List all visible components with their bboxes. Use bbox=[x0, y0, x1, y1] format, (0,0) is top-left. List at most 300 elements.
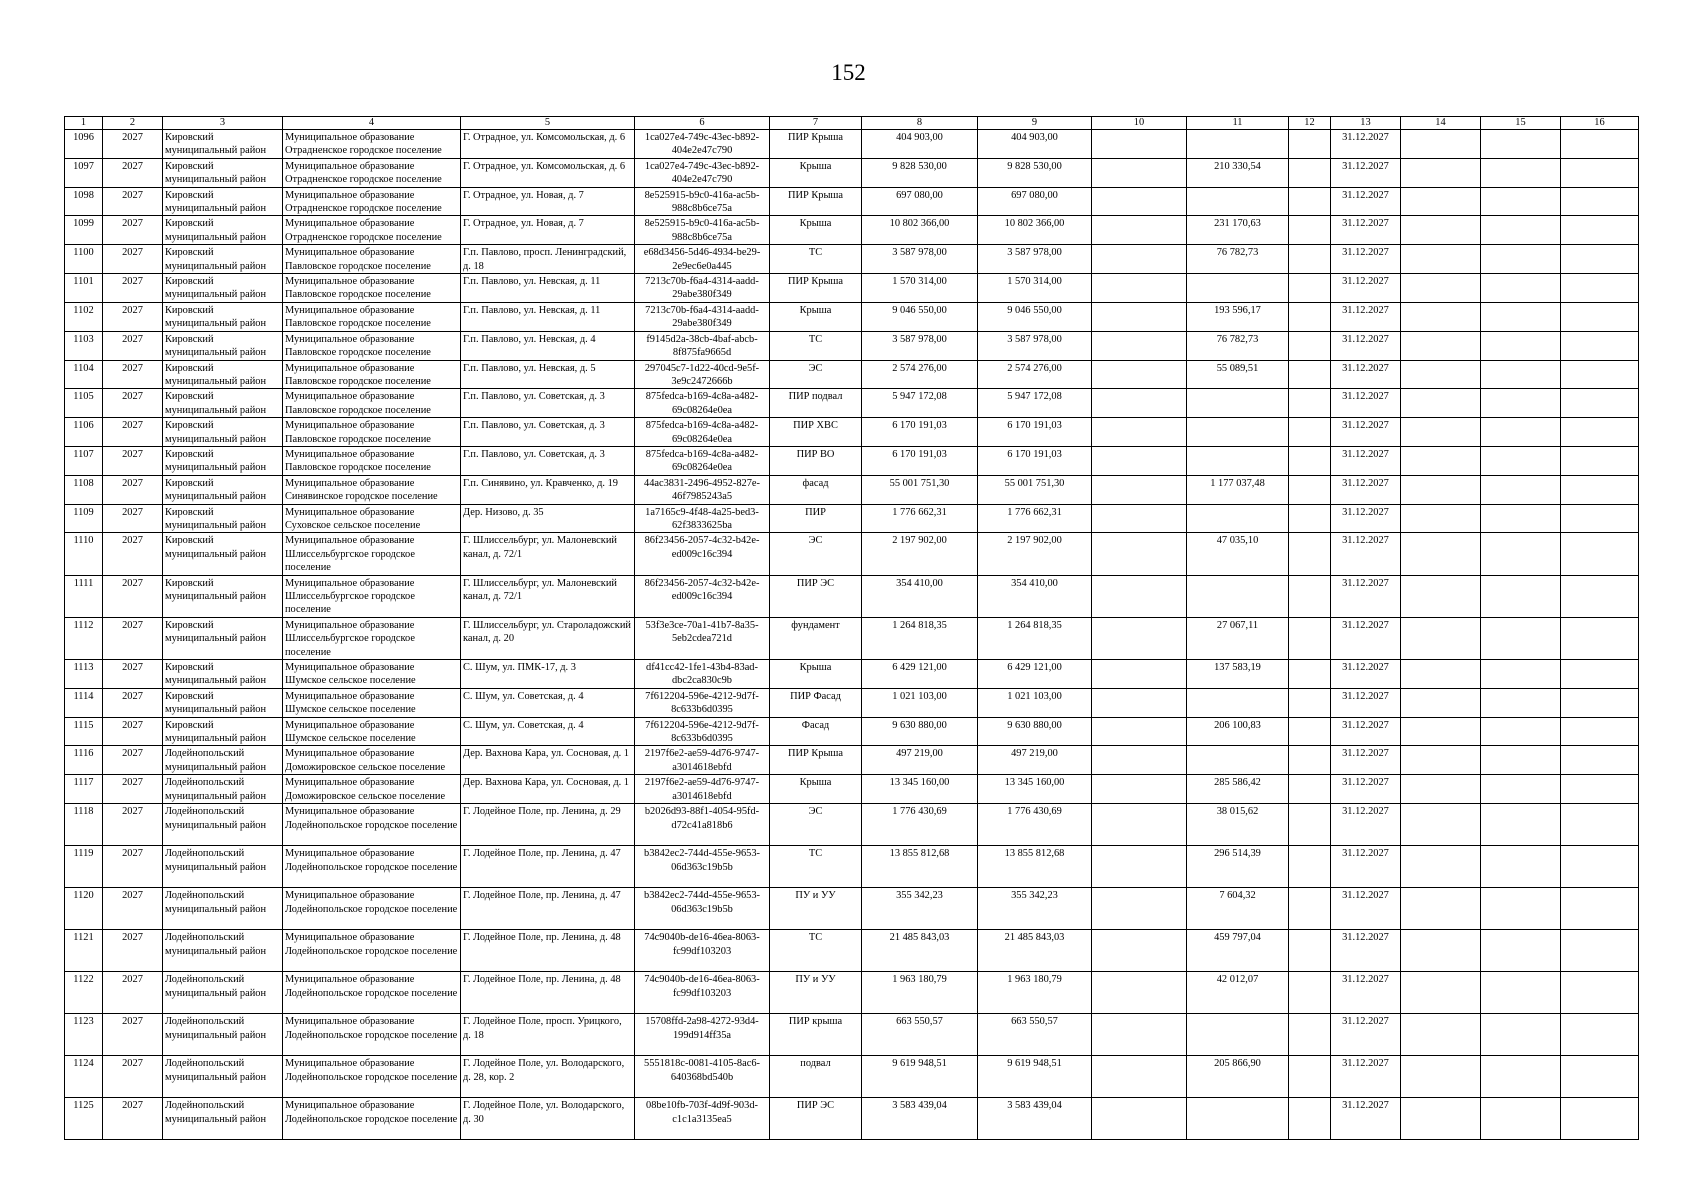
cell-col-16 bbox=[1561, 504, 1639, 533]
cell-col-15 bbox=[1481, 331, 1561, 360]
cell-deadline: 31.12.2027 bbox=[1331, 245, 1401, 274]
cell-district: Кировский муниципальный район bbox=[163, 274, 283, 303]
cell-house-guid: 86f23456-2057-4c32-b42e-ed009c16c394 bbox=[635, 575, 770, 617]
cell-address: Г. Шлиссельбург, ул. Малоневский канал, д. 72/1 bbox=[461, 575, 635, 617]
cell-col-11: 296 514,39 bbox=[1187, 846, 1289, 888]
cell-col-10 bbox=[1092, 846, 1187, 888]
table-row bbox=[65, 575, 1639, 617]
cell-house-guid: 297045c7-1d22-40cd-9e5f-3e9c2472666b bbox=[635, 360, 770, 389]
cell-col-15 bbox=[1481, 446, 1561, 475]
cell-house-guid: 86f23456-2057-4c32-b42e-ed009c16c394 bbox=[635, 533, 770, 575]
column-header-8: 8 bbox=[862, 117, 978, 130]
cell-address: Г. Лодейное Поле, ул. Володарского, д. 28, кор. 2 bbox=[461, 1056, 635, 1098]
cell-municipality: Муниципальное образование Отрадненское городское поселение bbox=[283, 130, 461, 159]
cell-cost-total: 355 342,23 bbox=[862, 888, 978, 930]
cell-col-16 bbox=[1561, 972, 1639, 1014]
cell-district: Лодейнопольский муниципальный район bbox=[163, 775, 283, 804]
cell-district: Лодейнопольский муниципальный район bbox=[163, 1056, 283, 1098]
cell-col-14 bbox=[1401, 216, 1481, 245]
cell-row-number: 1099 bbox=[65, 216, 103, 245]
cell-district: Кировский муниципальный район bbox=[163, 158, 283, 187]
cell-cost-regional: 5 947 172,08 bbox=[978, 389, 1092, 418]
column-header-6: 6 bbox=[635, 117, 770, 130]
cell-house-guid: 1a7165c9-4f48-4a25-bed3-62f3833625ba bbox=[635, 504, 770, 533]
cell-address: Г.п. Павлово, ул. Советская, д. 3 bbox=[461, 389, 635, 418]
cell-house-guid: 5551818c-0081-4105-8ac6-640368bd540b bbox=[635, 1056, 770, 1098]
cell-work-type: фундамент bbox=[770, 617, 862, 659]
cell-col-15 bbox=[1481, 216, 1561, 245]
cell-col-15 bbox=[1481, 533, 1561, 575]
table-header bbox=[65, 117, 1639, 130]
cell-municipality: Муниципальное образование Синявинское городское поселение bbox=[283, 475, 461, 504]
cell-district: Кировский муниципальный район bbox=[163, 504, 283, 533]
cell-address: Г. Шлиссельбург, ул. Малоневский канал, д. 72/1 bbox=[461, 533, 635, 575]
cell-col-12 bbox=[1289, 302, 1331, 331]
cell-col-16 bbox=[1561, 245, 1639, 274]
cell-cost-regional: 2 574 276,00 bbox=[978, 360, 1092, 389]
cell-work-type: ПУ и УУ bbox=[770, 888, 862, 930]
cell-col-16 bbox=[1561, 1014, 1639, 1056]
cell-col-11: 285 586,42 bbox=[1187, 775, 1289, 804]
cell-col-16 bbox=[1561, 746, 1639, 775]
cell-municipality: Муниципальное образование Павловское городское поселение bbox=[283, 446, 461, 475]
cell-cost-regional: 697 080,00 bbox=[978, 187, 1092, 216]
cell-cost-total: 1 021 103,00 bbox=[862, 688, 978, 717]
cell-col-14 bbox=[1401, 274, 1481, 303]
cell-col-12 bbox=[1289, 216, 1331, 245]
cell-col-14 bbox=[1401, 187, 1481, 216]
cell-col-16 bbox=[1561, 617, 1639, 659]
cell-col-11 bbox=[1187, 575, 1289, 617]
table-row bbox=[65, 846, 1639, 888]
cell-col-15 bbox=[1481, 187, 1561, 216]
cell-col-11: 210 330,54 bbox=[1187, 158, 1289, 187]
cell-cost-total: 1 264 818,35 bbox=[862, 617, 978, 659]
cell-cost-regional: 1 963 180,79 bbox=[978, 972, 1092, 1014]
cell-deadline: 31.12.2027 bbox=[1331, 717, 1401, 746]
table-row bbox=[65, 504, 1639, 533]
table-row bbox=[65, 1014, 1639, 1056]
cell-deadline: 31.12.2027 bbox=[1331, 688, 1401, 717]
cell-row-number: 1110 bbox=[65, 533, 103, 575]
table-row bbox=[65, 888, 1639, 930]
cell-cost-regional: 55 001 751,30 bbox=[978, 475, 1092, 504]
cell-work-type: Фасад bbox=[770, 717, 862, 746]
cell-district: Кировский муниципальный район bbox=[163, 617, 283, 659]
cell-deadline: 31.12.2027 bbox=[1331, 1014, 1401, 1056]
column-header-10: 10 bbox=[1092, 117, 1187, 130]
page-number: 152 bbox=[831, 60, 866, 85]
cell-work-type: ПИР ЭС bbox=[770, 1098, 862, 1140]
cell-col-12 bbox=[1289, 746, 1331, 775]
cell-col-12 bbox=[1289, 804, 1331, 846]
cell-house-guid: 1ca027e4-749c-43ec-b892-404e2e47c790 bbox=[635, 130, 770, 159]
cell-col-15 bbox=[1481, 972, 1561, 1014]
table-row bbox=[65, 775, 1639, 804]
cell-col-14 bbox=[1401, 660, 1481, 689]
cell-col-10 bbox=[1092, 187, 1187, 216]
cell-col-10 bbox=[1092, 418, 1187, 447]
column-header-11: 11 bbox=[1187, 117, 1289, 130]
table-row bbox=[65, 1056, 1639, 1098]
cell-year: 2027 bbox=[103, 930, 163, 972]
cell-municipality: Муниципальное образование Отрадненское городское поселение bbox=[283, 187, 461, 216]
cell-cost-total: 2 197 902,00 bbox=[862, 533, 978, 575]
cell-year: 2027 bbox=[103, 1014, 163, 1056]
cell-col-14 bbox=[1401, 130, 1481, 159]
cell-house-guid: 7213c70b-f6a4-4314-aadd-29abe380f349 bbox=[635, 302, 770, 331]
cell-cost-regional: 21 485 843,03 bbox=[978, 930, 1092, 972]
cell-row-number: 1105 bbox=[65, 389, 103, 418]
cell-deadline: 31.12.2027 bbox=[1331, 972, 1401, 1014]
cell-col-10 bbox=[1092, 1056, 1187, 1098]
cell-col-15 bbox=[1481, 418, 1561, 447]
cell-col-11: 231 170,63 bbox=[1187, 216, 1289, 245]
cell-col-10 bbox=[1092, 804, 1187, 846]
cell-col-15 bbox=[1481, 575, 1561, 617]
cell-cost-total: 9 630 880,00 bbox=[862, 717, 978, 746]
table-row bbox=[65, 274, 1639, 303]
table-row bbox=[65, 158, 1639, 187]
cell-col-16 bbox=[1561, 930, 1639, 972]
cell-col-16 bbox=[1561, 804, 1639, 846]
cell-col-10 bbox=[1092, 504, 1187, 533]
cell-year: 2027 bbox=[103, 972, 163, 1014]
column-header-12: 12 bbox=[1289, 117, 1331, 130]
cell-deadline: 31.12.2027 bbox=[1331, 775, 1401, 804]
cell-col-12 bbox=[1289, 930, 1331, 972]
cell-col-11 bbox=[1187, 504, 1289, 533]
column-header-4: 4 bbox=[283, 117, 461, 130]
table-row bbox=[65, 1098, 1639, 1140]
cell-col-11: 76 782,73 bbox=[1187, 331, 1289, 360]
cell-col-10 bbox=[1092, 575, 1187, 617]
cell-work-type: ЭС bbox=[770, 360, 862, 389]
cell-cost-total: 13 345 160,00 bbox=[862, 775, 978, 804]
table-row bbox=[65, 533, 1639, 575]
cell-col-15 bbox=[1481, 930, 1561, 972]
cell-row-number: 1113 bbox=[65, 660, 103, 689]
cell-year: 2027 bbox=[103, 1056, 163, 1098]
cell-cost-regional: 6 170 191,03 bbox=[978, 418, 1092, 447]
cell-col-16 bbox=[1561, 158, 1639, 187]
cell-col-15 bbox=[1481, 846, 1561, 888]
cell-house-guid: df41cc42-1fe1-43b4-83ad-dbc2ca830c9b bbox=[635, 660, 770, 689]
cell-row-number: 1109 bbox=[65, 504, 103, 533]
table-body bbox=[65, 130, 1639, 1140]
cell-address: Г.п. Павлово, ул. Невская, д. 4 bbox=[461, 331, 635, 360]
cell-col-14 bbox=[1401, 1014, 1481, 1056]
cell-cost-regional: 1 776 430,69 bbox=[978, 804, 1092, 846]
cell-year: 2027 bbox=[103, 660, 163, 689]
cell-year: 2027 bbox=[103, 331, 163, 360]
cell-col-16 bbox=[1561, 360, 1639, 389]
cell-municipality: Муниципальное образование Павловское городское поселение bbox=[283, 274, 461, 303]
cell-col-16 bbox=[1561, 533, 1639, 575]
cell-col-12 bbox=[1289, 533, 1331, 575]
cell-house-guid: 08be10fb-703f-4d9f-903d-c1c1a3135ea5 bbox=[635, 1098, 770, 1140]
cell-address: Г.п. Синявино, ул. Кравченко, д. 19 bbox=[461, 475, 635, 504]
cell-col-11: 42 012,07 bbox=[1187, 972, 1289, 1014]
cell-col-12 bbox=[1289, 389, 1331, 418]
cell-col-12 bbox=[1289, 446, 1331, 475]
cell-address: Дер. Вахнова Кара, ул. Сосновая, д. 1 bbox=[461, 746, 635, 775]
cell-col-10 bbox=[1092, 446, 1187, 475]
cell-col-14 bbox=[1401, 418, 1481, 447]
table-row bbox=[65, 475, 1639, 504]
cell-municipality: Муниципальное образование Лодейнопольское городское поселение bbox=[283, 888, 461, 930]
cell-col-12 bbox=[1289, 130, 1331, 159]
cell-col-14 bbox=[1401, 575, 1481, 617]
cell-col-11: 7 604,32 bbox=[1187, 888, 1289, 930]
cell-row-number: 1096 bbox=[65, 130, 103, 159]
cell-col-12 bbox=[1289, 888, 1331, 930]
cell-address: Г. Отрадное, ул. Новая, д. 7 bbox=[461, 187, 635, 216]
cell-district: Лодейнопольский муниципальный район bbox=[163, 1014, 283, 1056]
column-header-1: 1 bbox=[65, 117, 103, 130]
cell-house-guid: b2026d93-88f1-4054-95fd-d72c41a818b6 bbox=[635, 804, 770, 846]
cell-col-11 bbox=[1187, 130, 1289, 159]
cell-cost-regional: 9 046 550,00 bbox=[978, 302, 1092, 331]
cell-col-11: 55 089,51 bbox=[1187, 360, 1289, 389]
cell-deadline: 31.12.2027 bbox=[1331, 846, 1401, 888]
cell-row-number: 1101 bbox=[65, 274, 103, 303]
cell-municipality: Муниципальное образование Павловское городское поселение bbox=[283, 360, 461, 389]
cell-year: 2027 bbox=[103, 846, 163, 888]
cell-address: Г. Отрадное, ул. Новая, д. 7 bbox=[461, 216, 635, 245]
cell-col-11 bbox=[1187, 389, 1289, 418]
cell-district: Кировский муниципальный район bbox=[163, 216, 283, 245]
cell-col-15 bbox=[1481, 158, 1561, 187]
cell-work-type: ТС bbox=[770, 245, 862, 274]
cell-col-14 bbox=[1401, 302, 1481, 331]
cell-col-11: 76 782,73 bbox=[1187, 245, 1289, 274]
cell-work-type: Крыша bbox=[770, 302, 862, 331]
cell-district: Лодейнопольский муниципальный район bbox=[163, 804, 283, 846]
cell-col-11 bbox=[1187, 1098, 1289, 1140]
cell-house-guid: 7213c70b-f6a4-4314-aadd-29abe380f349 bbox=[635, 274, 770, 303]
cell-col-15 bbox=[1481, 274, 1561, 303]
cell-col-10 bbox=[1092, 972, 1187, 1014]
cell-col-11: 459 797,04 bbox=[1187, 930, 1289, 972]
table-row bbox=[65, 930, 1639, 972]
cell-row-number: 1123 bbox=[65, 1014, 103, 1056]
cell-district: Кировский муниципальный район bbox=[163, 360, 283, 389]
cell-district: Кировский муниципальный район bbox=[163, 660, 283, 689]
cell-cost-regional: 3 587 978,00 bbox=[978, 331, 1092, 360]
table-row bbox=[65, 245, 1639, 274]
cell-municipality: Муниципальное образование Лодейнопольское городское поселение bbox=[283, 972, 461, 1014]
cell-col-14 bbox=[1401, 331, 1481, 360]
cell-col-12 bbox=[1289, 418, 1331, 447]
cell-col-14 bbox=[1401, 804, 1481, 846]
cell-col-10 bbox=[1092, 245, 1187, 274]
cell-row-number: 1122 bbox=[65, 972, 103, 1014]
cell-row-number: 1112 bbox=[65, 617, 103, 659]
cell-municipality: Муниципальное образование Суховское сельское поселение bbox=[283, 504, 461, 533]
cell-cost-total: 354 410,00 bbox=[862, 575, 978, 617]
cell-cost-total: 5 947 172,08 bbox=[862, 389, 978, 418]
cell-row-number: 1106 bbox=[65, 418, 103, 447]
cell-cost-total: 3 583 439,04 bbox=[862, 1098, 978, 1140]
cell-municipality: Муниципальное образование Лодейнопольское городское поселение bbox=[283, 930, 461, 972]
cell-address: Г.п. Павлово, ул. Советская, д. 3 bbox=[461, 418, 635, 447]
cell-work-type: Крыша bbox=[770, 660, 862, 689]
cell-cost-total: 1 570 314,00 bbox=[862, 274, 978, 303]
cell-col-16 bbox=[1561, 331, 1639, 360]
cell-work-type: ПИР Крыша bbox=[770, 187, 862, 216]
cell-municipality: Муниципальное образование Павловское городское поселение bbox=[283, 302, 461, 331]
cell-deadline: 31.12.2027 bbox=[1331, 331, 1401, 360]
cell-col-10 bbox=[1092, 389, 1187, 418]
cell-house-guid: b3842ec2-744d-455e-9653-06d363c19b5b bbox=[635, 888, 770, 930]
cell-address: Г.п. Павлово, ул. Невская, д. 5 bbox=[461, 360, 635, 389]
cell-col-11: 205 866,90 bbox=[1187, 1056, 1289, 1098]
cell-col-15 bbox=[1481, 245, 1561, 274]
column-header-15: 15 bbox=[1481, 117, 1561, 130]
cell-cost-regional: 497 219,00 bbox=[978, 746, 1092, 775]
cell-col-15 bbox=[1481, 1056, 1561, 1098]
cell-district: Лодейнопольский муниципальный район bbox=[163, 1098, 283, 1140]
cell-year: 2027 bbox=[103, 475, 163, 504]
cell-col-16 bbox=[1561, 846, 1639, 888]
cell-col-11: 47 035,10 bbox=[1187, 533, 1289, 575]
cell-cost-regional: 9 630 880,00 bbox=[978, 717, 1092, 746]
column-header-3: 3 bbox=[163, 117, 283, 130]
cell-house-guid: 875fedca-b169-4c8a-a482-69c08264e0ea bbox=[635, 418, 770, 447]
cell-district: Лодейнопольский муниципальный район bbox=[163, 746, 283, 775]
cell-col-14 bbox=[1401, 475, 1481, 504]
cell-district: Лодейнопольский муниципальный район bbox=[163, 930, 283, 972]
cell-cost-regional: 1 776 662,31 bbox=[978, 504, 1092, 533]
cell-col-16 bbox=[1561, 688, 1639, 717]
cell-cost-regional: 354 410,00 bbox=[978, 575, 1092, 617]
cell-row-number: 1121 bbox=[65, 930, 103, 972]
cell-house-guid: 1ca027e4-749c-43ec-b892-404e2e47c790 bbox=[635, 158, 770, 187]
cell-district: Кировский муниципальный район bbox=[163, 575, 283, 617]
column-header-5: 5 bbox=[461, 117, 635, 130]
cell-district: Кировский муниципальный район bbox=[163, 475, 283, 504]
cell-district: Кировский муниципальный район bbox=[163, 717, 283, 746]
cell-col-10 bbox=[1092, 660, 1187, 689]
cell-cost-regional: 1 264 818,35 bbox=[978, 617, 1092, 659]
cell-district: Кировский муниципальный район bbox=[163, 533, 283, 575]
cell-col-15 bbox=[1481, 660, 1561, 689]
cell-work-type: ПУ и УУ bbox=[770, 972, 862, 1014]
cell-cost-regional: 3 583 439,04 bbox=[978, 1098, 1092, 1140]
cell-col-12 bbox=[1289, 1098, 1331, 1140]
cell-col-14 bbox=[1401, 717, 1481, 746]
table-row bbox=[65, 746, 1639, 775]
cell-col-14 bbox=[1401, 888, 1481, 930]
cell-address: Г.п. Павлово, ул. Советская, д. 3 bbox=[461, 446, 635, 475]
table-row bbox=[65, 331, 1639, 360]
cell-district: Кировский муниципальный район bbox=[163, 418, 283, 447]
cell-cost-regional: 355 342,23 bbox=[978, 888, 1092, 930]
cell-col-11 bbox=[1187, 746, 1289, 775]
cell-municipality: Муниципальное образование Павловское городское поселение bbox=[283, 418, 461, 447]
cell-work-type: Крыша bbox=[770, 158, 862, 187]
cell-cost-regional: 404 903,00 bbox=[978, 130, 1092, 159]
cell-col-12 bbox=[1289, 504, 1331, 533]
table-row bbox=[65, 717, 1639, 746]
cell-col-16 bbox=[1561, 1056, 1639, 1098]
cell-work-type: ПИР ВО bbox=[770, 446, 862, 475]
column-header-7: 7 bbox=[770, 117, 862, 130]
cell-col-16 bbox=[1561, 187, 1639, 216]
table-row bbox=[65, 972, 1639, 1014]
cell-work-type: фасад bbox=[770, 475, 862, 504]
cell-col-11: 193 596,17 bbox=[1187, 302, 1289, 331]
cell-address: Г. Лодейное Поле, пр. Ленина, д. 29 bbox=[461, 804, 635, 846]
cell-col-15 bbox=[1481, 1014, 1561, 1056]
cell-row-number: 1104 bbox=[65, 360, 103, 389]
cell-deadline: 31.12.2027 bbox=[1331, 660, 1401, 689]
cell-municipality: Муниципальное образование Павловское городское поселение bbox=[283, 331, 461, 360]
cell-cost-regional: 663 550,57 bbox=[978, 1014, 1092, 1056]
cell-municipality: Муниципальное образование Шлиссельбургское городское поселение bbox=[283, 575, 461, 617]
cell-cost-regional: 9 828 530,00 bbox=[978, 158, 1092, 187]
cell-col-14 bbox=[1401, 245, 1481, 274]
cell-col-15 bbox=[1481, 775, 1561, 804]
cell-address: С. Шум, ул. Советская, д. 4 bbox=[461, 717, 635, 746]
cell-deadline: 31.12.2027 bbox=[1331, 888, 1401, 930]
cell-year: 2027 bbox=[103, 688, 163, 717]
cell-year: 2027 bbox=[103, 617, 163, 659]
cell-col-10 bbox=[1092, 475, 1187, 504]
cell-municipality: Муниципальное образование Шумское сельское поселение bbox=[283, 688, 461, 717]
cell-municipality: Муниципальное образование Лодейнопольское городское поселение bbox=[283, 1014, 461, 1056]
cell-deadline: 31.12.2027 bbox=[1331, 1098, 1401, 1140]
cell-col-15 bbox=[1481, 389, 1561, 418]
cell-row-number: 1100 bbox=[65, 245, 103, 274]
cell-col-10 bbox=[1092, 930, 1187, 972]
cell-year: 2027 bbox=[103, 216, 163, 245]
cell-work-type: ПИР подвал bbox=[770, 389, 862, 418]
cell-work-type: ЭС bbox=[770, 804, 862, 846]
table-row bbox=[65, 389, 1639, 418]
cell-col-12 bbox=[1289, 1014, 1331, 1056]
cell-year: 2027 bbox=[103, 446, 163, 475]
cell-house-guid: 2197f6e2-ae59-4d76-9747-a3014618ebfd bbox=[635, 746, 770, 775]
cell-col-10 bbox=[1092, 158, 1187, 187]
cell-address: Г. Лодейное Поле, пр. Ленина, д. 48 bbox=[461, 930, 635, 972]
cell-row-number: 1115 bbox=[65, 717, 103, 746]
cell-col-11: 38 015,62 bbox=[1187, 804, 1289, 846]
table-row bbox=[65, 216, 1639, 245]
cell-col-10 bbox=[1092, 130, 1187, 159]
cell-col-15 bbox=[1481, 888, 1561, 930]
cell-deadline: 31.12.2027 bbox=[1331, 418, 1401, 447]
cell-year: 2027 bbox=[103, 187, 163, 216]
cell-deadline: 31.12.2027 bbox=[1331, 746, 1401, 775]
cell-col-12 bbox=[1289, 846, 1331, 888]
cell-cost-regional: 2 197 902,00 bbox=[978, 533, 1092, 575]
cell-col-12 bbox=[1289, 1056, 1331, 1098]
cell-year: 2027 bbox=[103, 158, 163, 187]
cell-deadline: 31.12.2027 bbox=[1331, 504, 1401, 533]
cell-col-14 bbox=[1401, 972, 1481, 1014]
cell-municipality: Муниципальное образование Лодейнопольское городское поселение bbox=[283, 1056, 461, 1098]
cell-deadline: 31.12.2027 bbox=[1331, 446, 1401, 475]
cell-row-number: 1120 bbox=[65, 888, 103, 930]
cell-col-12 bbox=[1289, 360, 1331, 389]
cell-col-14 bbox=[1401, 1098, 1481, 1140]
table-row bbox=[65, 660, 1639, 689]
cell-col-14 bbox=[1401, 389, 1481, 418]
cell-col-14 bbox=[1401, 446, 1481, 475]
cell-col-14 bbox=[1401, 1056, 1481, 1098]
